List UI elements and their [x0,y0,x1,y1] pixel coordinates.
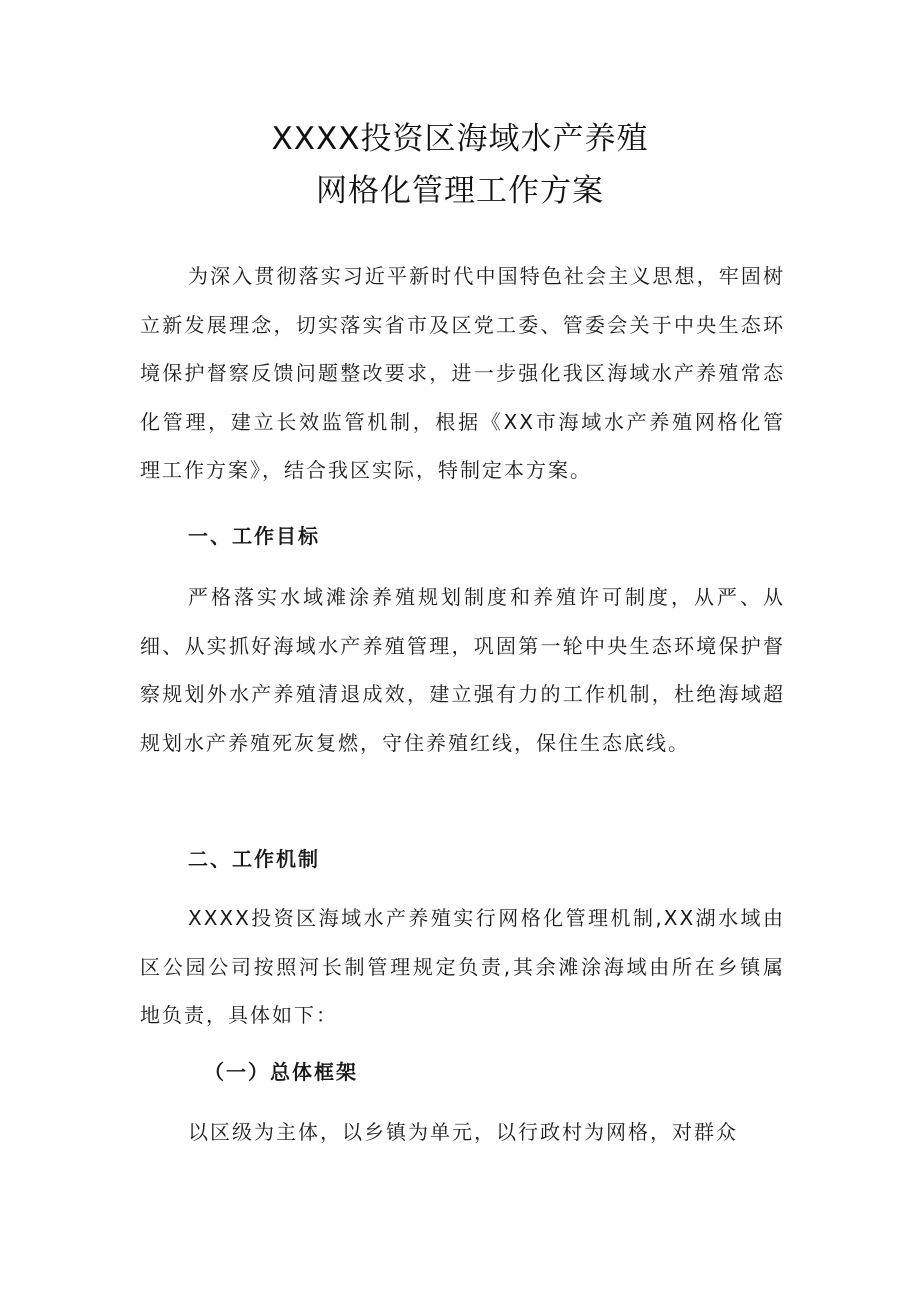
subsection-heading-overall-framework: （一）总体框架 [204,1060,358,1084]
section-heading-work-mechanism: 二、工作机制 [188,847,320,871]
document-title-line-1: XXXX投资区海域水产养殖 [271,121,649,157]
intro-paragraph: 为深入贯彻落实习近平新时代中国特色社会主义思想，牢固树立新发展理念，切实落实省市及区党工委、管委会关于中央生态环境保护督察反馈问题整改要求，进一步强化我区海域水产养殖常态化管理，建立长效监管机制，根据《XX市海域水产养殖网格化管理工作方案》，结合我区实际，特制定本方案。 [140,264,785,482]
overall-framework-paragraph: 以区级为主体，以乡镇为单元，以行政村为网格，对群众 [188,1120,738,1144]
work-goals-paragraph: 严格落实水域滩涂养殖规划制度和养殖许可制度，从严、从细、从实抓好海域水产养殖管理，巩固第一轮中央生态环境保护督察规划外水产养殖清退成效，建立强有力的工作机制，杜绝海域超规划水产养殖死灰复燃，守住养殖红线，保住生态底线。 [140,585,785,755]
document-title-line-2: 网格化管理工作方案 [316,173,604,209]
work-mechanism-paragraph: XXXX投资区海域水产养殖实行网格化管理机制,XX湖水域由区公园公司按照河长制管理规定负责,其余滩涂海域由所在乡镇属地负责，具体如下： [140,906,785,1027]
section-heading-work-goals: 一、工作目标 [188,524,320,548]
